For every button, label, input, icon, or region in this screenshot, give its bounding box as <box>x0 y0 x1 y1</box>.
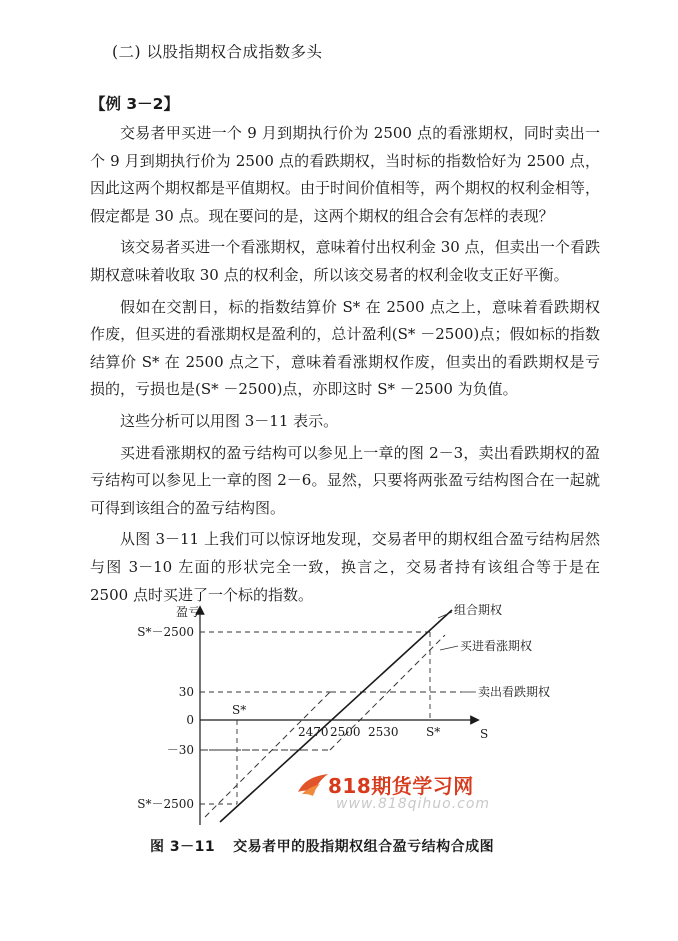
y-tick-bottom: S*－2500 <box>137 797 194 811</box>
paragraph: 该交易者买进一个看涨期权，意味着付出权利金 30 点，但卖出一个看跌期权意味着收取 30 点的权利金，所以该交易者的权利金收支正好平衡。 <box>90 238 600 284</box>
watermark-brand: 818期货学习网 <box>328 774 474 798</box>
legend-long-call: 买进看涨期权 <box>460 639 533 653</box>
legend-short-put: 卖出看跌期权 <box>478 685 551 699</box>
example-label: 【例 3－2】 <box>90 95 179 113</box>
section-title: (二) 以股指期权合成指数多头 <box>112 43 323 61</box>
paragraph: 这些分析可以用图 3－11 表示。 <box>120 411 339 430</box>
x-tick-left-s: S* <box>232 703 247 717</box>
figure-caption-text: 交易者甲的股指期权组合盈亏结构合成图 <box>233 839 495 855</box>
y-tick-top: S*－2500 <box>137 625 194 639</box>
watermark <box>292 770 492 822</box>
watermark-url: www.818qihuo.com <box>336 796 491 812</box>
figure-caption <box>150 836 610 856</box>
paragraph: 从图 3－11 上我们可以惊讶地发现，交易者甲的期权组合盈亏结构居然与图 3－10 左面的形状完全一致，换言之，交易者持有该组合等于是在 2500 点时买进了一个标的指数。 <box>90 530 600 604</box>
x-tick-2530: 2530 <box>368 725 399 739</box>
y-tick-p30: 30 <box>178 685 194 699</box>
legend-combo: 组合期权 <box>454 603 503 617</box>
x-tick-right-s: S* <box>426 725 441 739</box>
y-tick-m30: －30 <box>166 743 194 757</box>
paragraph: 买进看涨期权的盈亏结构可以参见上一章的图 2－3，卖出看跌期权的盈亏结构可以参见上一章的图 2－6。显然，只要将两张盈亏结构图合在一起就可得到该组合的盈亏结构图。 <box>90 443 600 517</box>
x-axis-label: S <box>480 727 489 741</box>
legend-leader-call <box>440 646 458 650</box>
x-tick-2470: 2470 <box>298 725 329 739</box>
x-tick-2500: 2500 <box>330 725 361 739</box>
body-text <box>90 120 600 613</box>
figure-number: 图 3－11 <box>150 839 216 855</box>
paragraph: 假如在交割日，标的指数结算价 S* 在 2500 点之上，意味着看跌期权作废，但买进的看涨期权是盈利的，总计盈利(S* －2500)点；假如标的指数结算价 S* 在 2500 点之下，意味着看涨期权作废，但卖出的看跌期权是亏损的，亏损也是(S* －2500)点，亦即这时 S* －2500 为负值。 <box>90 297 600 399</box>
flame-logo-icon <box>296 772 330 798</box>
y-tick-zero: 0 <box>186 713 194 727</box>
y-axis-label: 盈亏 <box>176 605 201 619</box>
paragraph: 交易者甲买进一个 9 月到期执行价为 2500 点的看涨期权，同时卖出一个 9 月到期执行价为 2500 点的看跌期权，当时标的指数恰好为 2500 点，因此这两个期权都是平值期权。由于时间价值相等，两个期权的权利金相等，假定都是 30 点。现在要问的是，这两个期权的组合会有怎样的表现？ <box>90 124 601 225</box>
